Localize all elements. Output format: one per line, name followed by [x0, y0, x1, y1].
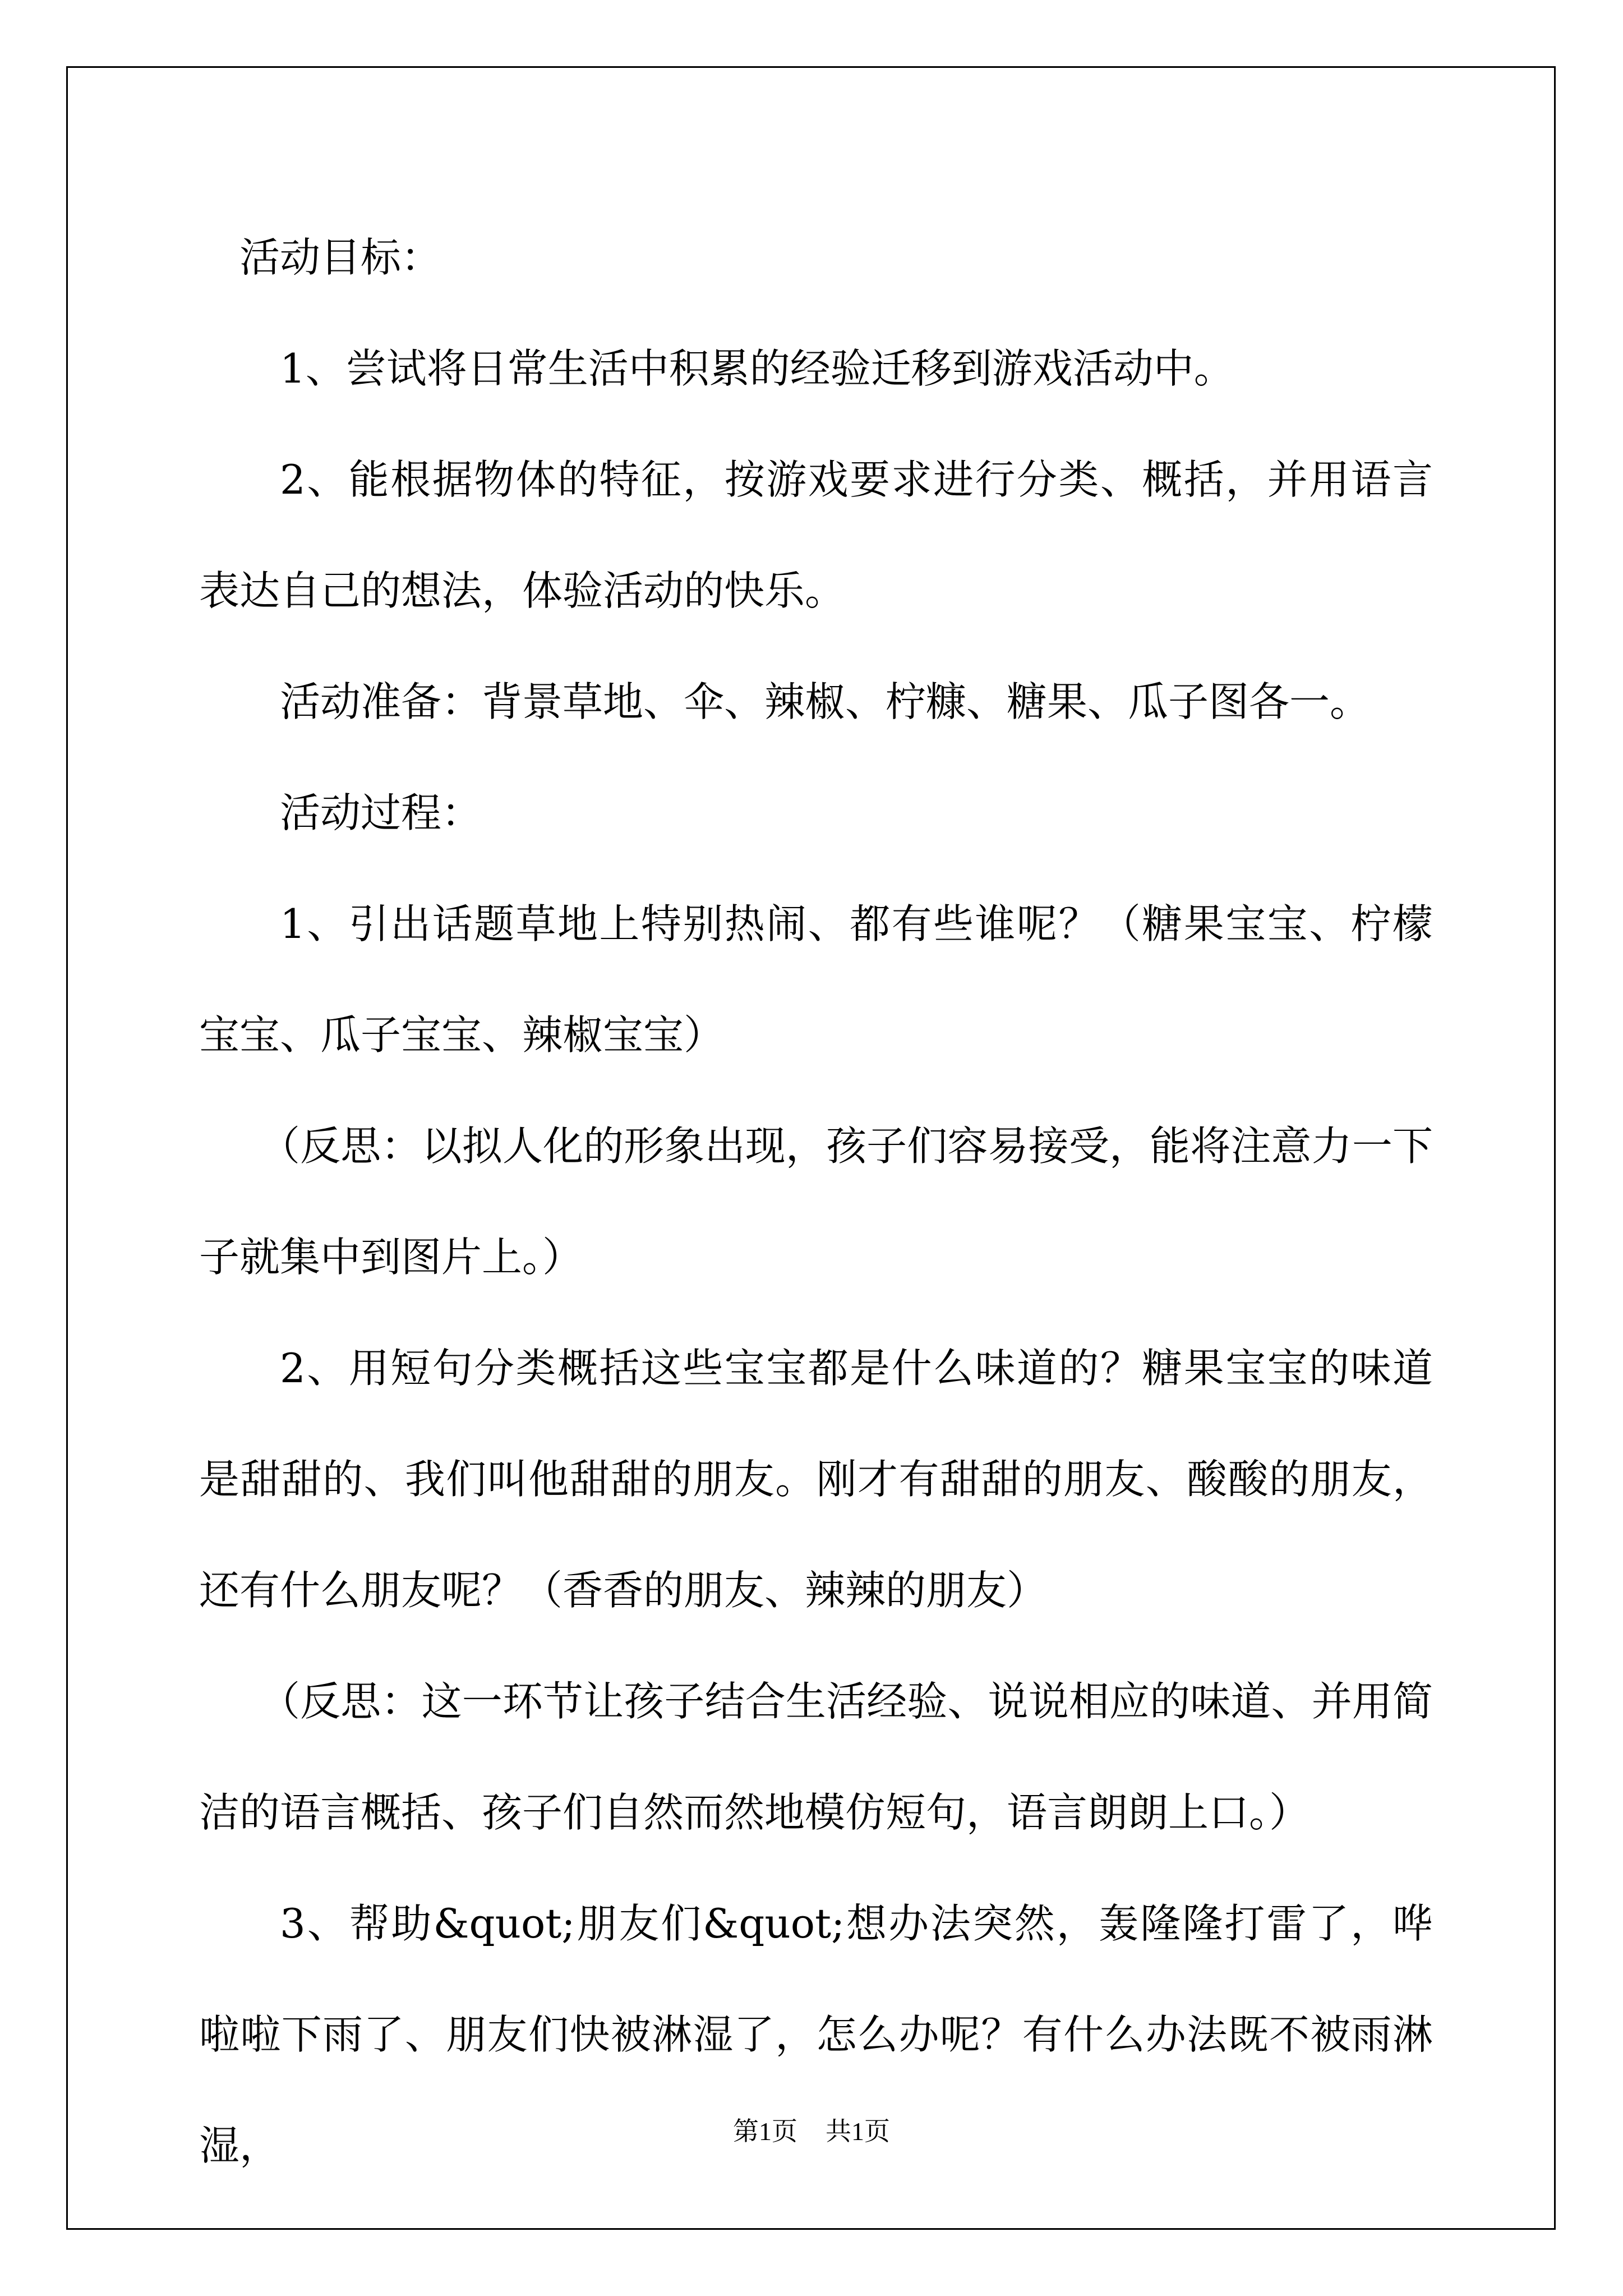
- goal-item-1: 1、尝试将日常生活中积累的经验迁移到游戏活动中。: [280, 345, 1234, 392]
- goal-item-2: 2、能根据物体的特征，按游戏要求进行分类、概括，并用语言表达自己的想法，体验活动的快乐。: [199, 456, 1433, 614]
- page-footer: [0, 2115, 1623, 2148]
- process-heading: 活动过程：: [280, 789, 482, 836]
- document-body: [199, 202, 1433, 2201]
- page-total: 共1页: [826, 2117, 890, 2146]
- preparation-paragraph: 活动准备：背景草地、伞、辣椒、柠糠、糖果、瓜子图各一。: [280, 678, 1371, 725]
- goal-heading: 活动目标：: [239, 234, 442, 281]
- process-step-2: 2、用短句分类概括这些宝宝都是什么味道的？糖果宝宝的味道是甜甜的、我们叫他甜甜的朋友。刚才有甜甜的朋友、酸酸的朋友，还有什么朋友呢？（香香的朋友、辣辣的朋友）: [199, 1345, 1433, 1614]
- reflection-1: （反思：以拟人化的形象出现，孩子们容易接受，能将注意力一下子就集中到图片上。）: [199, 1122, 1433, 1281]
- reflection-2: （反思：这一环节让孩子结合生活经验、说说相应的味道、并用简洁的语言概括、孩子们自然而然地模仿短句，语言朗朗上口。）: [199, 1678, 1433, 1836]
- process-step-3: 3、帮助&quot;朋友们&quot;想办法突然，轰隆隆打雷了，哗啦啦下雨了、朋友们快被淋湿了，怎么办呢？有什么办法既不被雨淋湿，: [199, 1900, 1433, 2169]
- process-step-1: 1、引出话题草地上特别热闹、都有些谁呢？（糖果宝宝、柠檬宝宝、瓜子宝宝、辣椒宝宝）: [199, 900, 1433, 1059]
- page-number: 第1页: [733, 2117, 797, 2146]
